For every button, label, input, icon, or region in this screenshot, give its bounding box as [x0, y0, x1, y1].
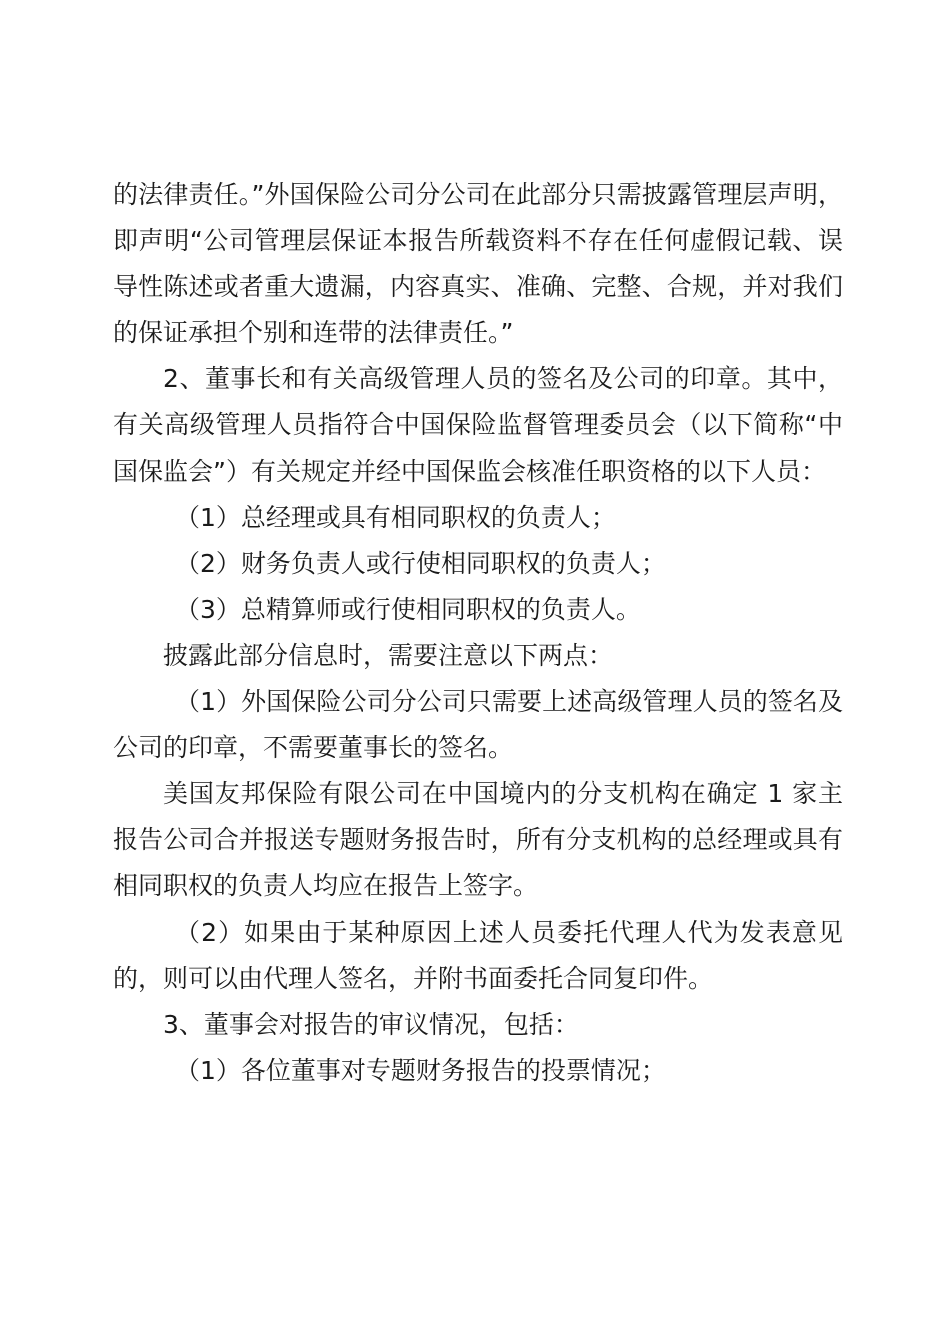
note-item-proxy: （2）如果由于某种原因上述人员委托代理人代为发表意见的，则可以由代理人签名，并附书面委托合同复印件。	[113, 917, 843, 993]
list-item-director-votes: （1）各位董事对专题财务报告的投票情况；	[175, 1055, 666, 1085]
paragraph-board-review: 3、董事会对报告的审议情况，包括：	[163, 1009, 579, 1039]
paragraph-legal-statement: 的法律责任。”外国保险公司分公司在此部分只需披露管理层声明，即声明“公司管理层保证本报告所载资料不存在任何虚假记载、误导性陈述或者重大遗漏，内容真实、准确、完整、合规，并对我们的保证承担个别和连带的法律责任。”	[113, 180, 843, 348]
list-item-general-manager: （1）总经理或具有相同职权的负责人；	[175, 502, 616, 532]
paragraph-aia-branches: 美国友邦保险有限公司在中国境内的分支机构在确定 1 家主报告公司合并报送专题财务报告时，所有分支机构的总经理或具有相同职权的负责人均应在报告上签字。	[113, 779, 843, 901]
list-item-finance-head: （2）财务负责人或行使相同职权的负责人；	[175, 548, 666, 578]
document-body	[113, 172, 843, 1094]
note-item-foreign-branch: （1）外国保险公司分公司只需要上述高级管理人员的签名及公司的印章，不需要董事长的签名。	[113, 687, 843, 763]
paragraph-signatures: 2、董事长和有关高级管理人员的签名及公司的印章。其中，有关高级管理人员指符合中国保险监督管理委员会（以下简称“中国保监会”）有关规定并经中国保监会核准任职资格的以下人员：	[113, 364, 843, 486]
paragraph-disclosure-notes: 披露此部分信息时，需要注意以下两点：	[163, 640, 614, 670]
list-item-chief-actuary: （3）总精算师或行使相同职权的负责人。	[175, 594, 641, 624]
